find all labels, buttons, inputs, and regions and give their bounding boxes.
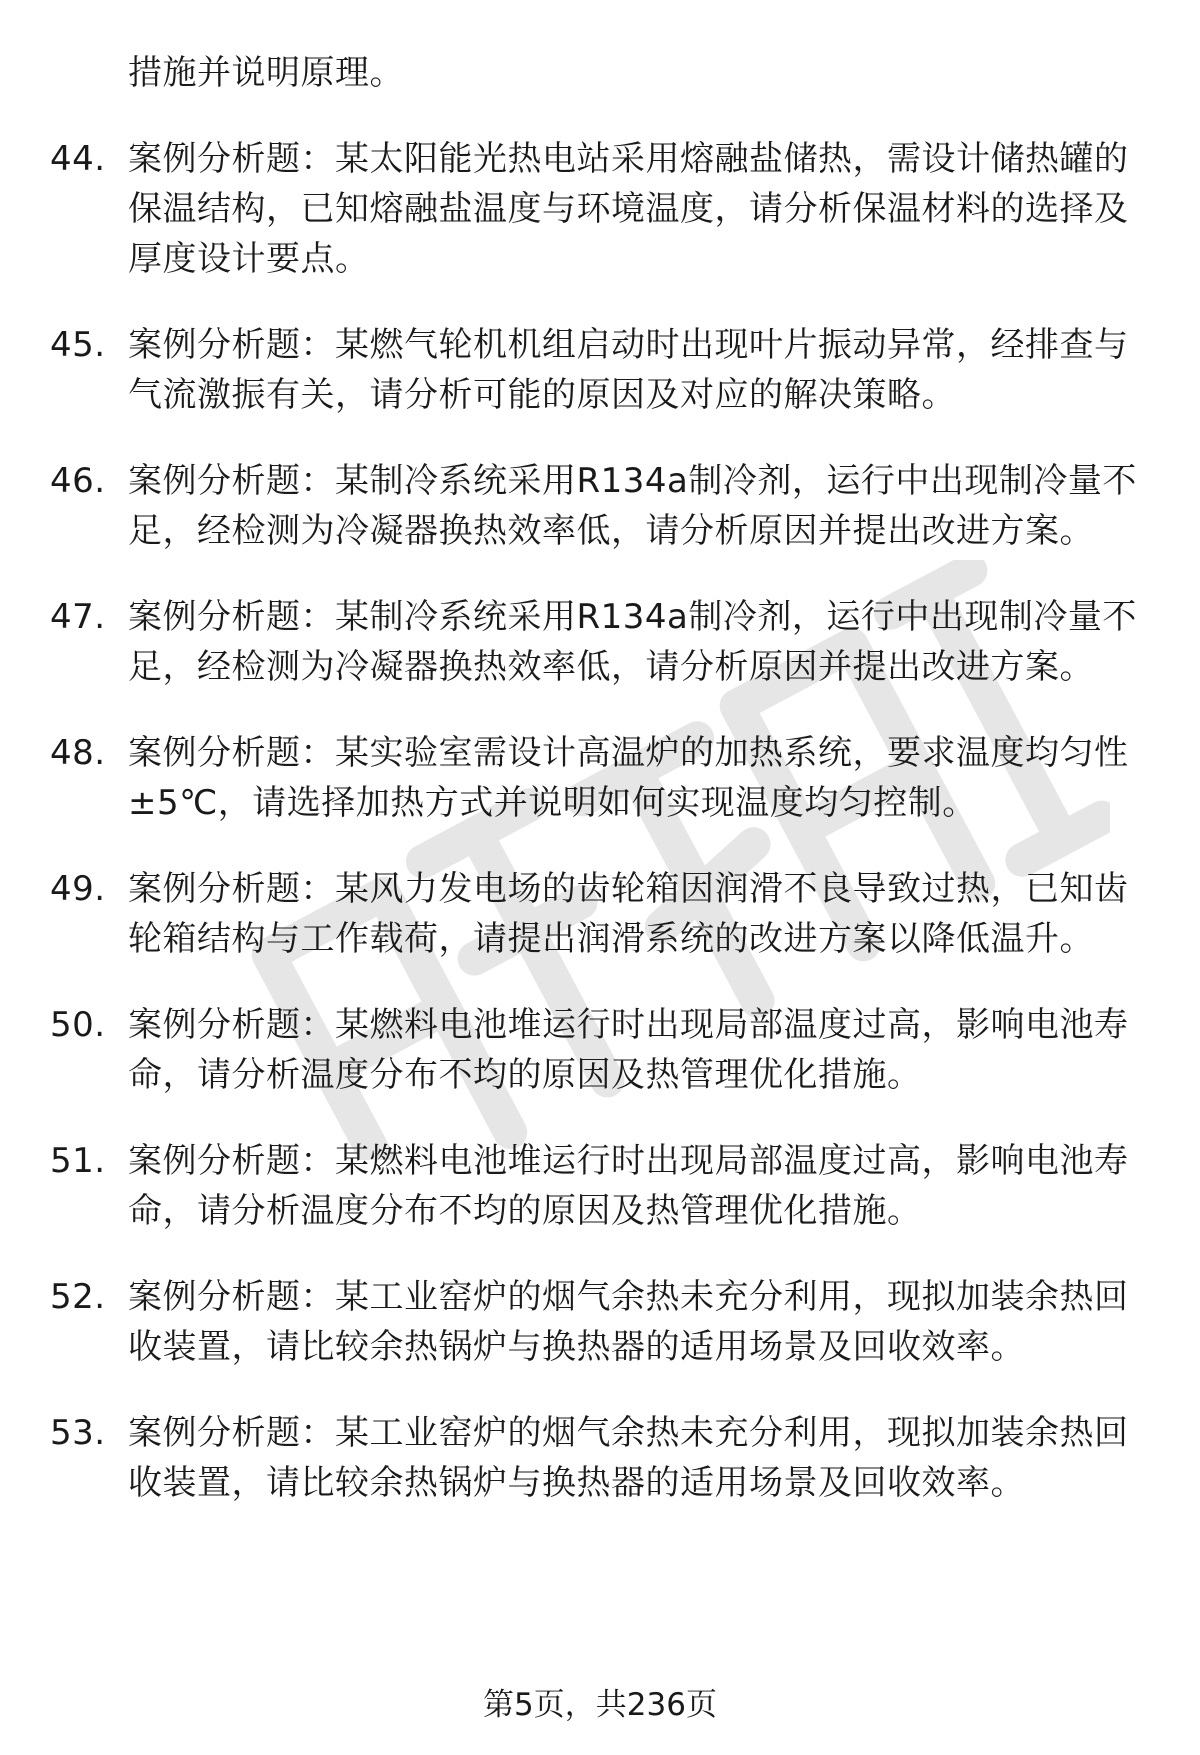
- question-number: 46.: [50, 461, 106, 501]
- question-text: 案例分析题：某工业窑炉的烟气余热未充分利用，现拟加装余热回收装置，请比较余热锅炉与换热器的适用场景及回收效率。: [128, 1413, 1129, 1503]
- question-item: [0, 728, 1200, 828]
- question-item: [0, 1136, 1200, 1236]
- question-number: 44.: [50, 139, 106, 179]
- continuation-text: 措施并说明原理。: [128, 53, 404, 93]
- question-text: 案例分析题：某燃料电池堆运行时出现局部温度过高，影响电池寿命，请分析温度分布不均的原因及热管理优化措施。: [128, 1141, 1129, 1231]
- question-number: 50.: [50, 1005, 106, 1045]
- question-text: 案例分析题：某实验室需设计高温炉的加热系统，要求温度均匀性±5℃，请选择加热方式并说明如何实现温度均匀控制。: [128, 733, 1129, 823]
- question-number: 51.: [50, 1141, 106, 1181]
- question-number: 48.: [50, 733, 106, 773]
- question-number: 49.: [50, 869, 106, 909]
- page-footer: 第5页，共236页: [483, 1687, 717, 1723]
- question-number: 52.: [50, 1277, 106, 1317]
- question-text: 案例分析题：某制冷系统采用R134a制冷剂，运行中出现制冷量不足，经检测为冷凝器换热效率低，请分析原因并提出改进方案。: [128, 461, 1137, 551]
- document-body: [0, 48, 1200, 1544]
- question-item: [0, 134, 1200, 284]
- question-item: [0, 320, 1200, 420]
- question-text: 案例分析题：某燃料电池堆运行时出现局部温度过高，影响电池寿命，请分析温度分布不均的原因及热管理优化措施。: [128, 1005, 1129, 1095]
- question-text: 案例分析题：某太阳能光热电站采用熔融盐储热，需设计储热罐的保温结构，已知熔融盐温度与环境温度，请分析保温材料的选择及厚度设计要点。: [128, 139, 1129, 279]
- question-text: 案例分析题：某制冷系统采用R134a制冷剂，运行中出现制冷量不足，经检测为冷凝器换热效率低，请分析原因并提出改进方案。: [128, 597, 1137, 687]
- question-item: [0, 1272, 1200, 1372]
- question-number: 47.: [50, 597, 106, 637]
- question-text: 案例分析题：某燃气轮机机组启动时出现叶片振动异常，经排查与气流激振有关，请分析可能的原因及对应的解决策略。: [128, 325, 1129, 415]
- question-text: 案例分析题：某工业窑炉的烟气余热未充分利用，现拟加装余热回收装置，请比较余热锅炉与换热器的适用场景及回收效率。: [128, 1277, 1129, 1367]
- question-item: [0, 864, 1200, 964]
- question-item: [0, 592, 1200, 692]
- question-item: [0, 456, 1200, 556]
- question-text: 案例分析题：某风力发电场的齿轮箱因润滑不良导致过热，已知齿轮箱结构与工作载荷，请提出润滑系统的改进方案以降低温升。: [128, 869, 1129, 959]
- question-number: 45.: [50, 325, 106, 365]
- question-number: 53.: [50, 1413, 106, 1453]
- question-item: [0, 1000, 1200, 1100]
- question-item: [0, 1408, 1200, 1508]
